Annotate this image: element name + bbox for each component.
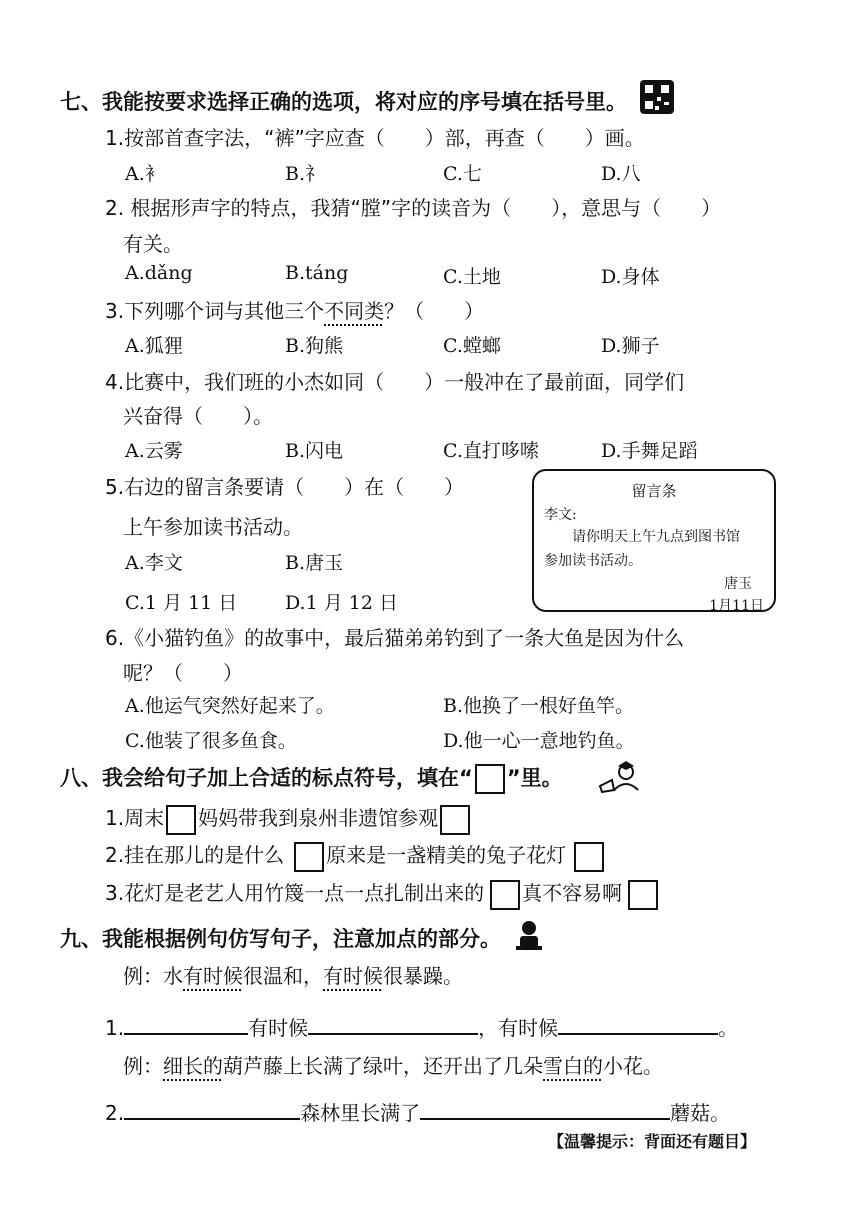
q2-option-c: C.土地 xyxy=(443,266,501,288)
girl-reading-icon xyxy=(596,760,642,794)
q5-option-d: D.1 月 12 日 xyxy=(285,592,398,614)
q4-line1: 4.比赛中，我们班的小杰如同（ ）一般冲在了最前面，同学们 xyxy=(105,370,685,394)
q6-option-d: D.他一心一意地钓鱼。 xyxy=(443,730,635,752)
answer-1-blank-3[interactable] xyxy=(558,1013,718,1035)
q6-option-a: A.他运气突然好起来了。 xyxy=(125,695,335,717)
section-7-title: 七、我能按要求选择正确的选项，将对应的序号填在括号里。 xyxy=(60,90,627,114)
q3-option-d: D.狮子 xyxy=(601,335,660,357)
q4-option-a: A.云雾 xyxy=(125,440,183,462)
q4-option-c: C.直打哆嗦 xyxy=(443,440,539,462)
q2-option-b: B.táng xyxy=(285,262,349,284)
q3-text: 3.下列哪个词与其他三个不同类？（ ） xyxy=(105,299,485,323)
q2-option-d: D.身体 xyxy=(601,266,660,288)
sample-box xyxy=(475,764,505,794)
answer-1-blank-1[interactable] xyxy=(124,1013,248,1035)
q1-option-d: D.八 xyxy=(601,163,641,185)
answer-2-blank-1[interactable] xyxy=(124,1098,300,1120)
example-2: 例：细长的葫芦藤上长满了绿叶，还开出了几朵雪白的小花。 xyxy=(123,1054,663,1078)
q5-option-a: A.李文 xyxy=(125,552,183,574)
example-2-dotted-1: 细长的 xyxy=(163,1054,223,1078)
q6-option-b: B.他换了一根好鱼竿。 xyxy=(443,695,635,717)
answer-2-blank-2[interactable] xyxy=(420,1098,670,1120)
note-title: 留言条 xyxy=(631,482,677,500)
example-1: 例：水有时候很温和，有时候很暴躁。 xyxy=(123,964,463,988)
q6-line2: 呢？（ ） xyxy=(123,661,243,685)
q6-line1: 6.《小猫钓鱼》的故事中，最后猫弟弟钓到了一条大鱼是因为什么 xyxy=(105,626,685,650)
q5-option-c: C.1 月 11 日 xyxy=(125,592,238,614)
girl-studying-icon xyxy=(514,918,544,952)
q3-option-a: A.狐狸 xyxy=(125,335,183,357)
qr-code-icon xyxy=(640,80,674,114)
q4-line2: 兴奋得（ ）。 xyxy=(123,404,273,428)
punct-box-3b[interactable] xyxy=(628,880,658,910)
q2-line2: 有关。 xyxy=(123,232,183,256)
q1-option-b: B.礻 xyxy=(285,163,325,185)
answer-1-blank-2[interactable] xyxy=(308,1013,478,1035)
q2-option-a: A.dǎng xyxy=(125,262,193,284)
q2-line1: 2. 根据形声字的特点，我猜“膛”字的读音为（ ），意思与（ ） xyxy=(105,196,722,220)
punct-sentence-3: 3.花灯是老艺人用竹篾一点一点扎制出来的 真不容易啊 xyxy=(105,877,660,910)
footer-tip: 【温馨提示：背面还有题目】 xyxy=(548,1132,757,1151)
answer-1: 1. 有时候 ，有时候 。 xyxy=(105,1012,738,1041)
note-body-line2: 参加读书活动。 xyxy=(544,553,642,569)
punct-box-2a[interactable] xyxy=(294,842,324,872)
punct-sentence-2: 2.挂在那儿的是什么 原来是一盏精美的兔子花灯 xyxy=(105,839,606,872)
message-note xyxy=(532,469,776,612)
example-1-dotted-1: 有时候 xyxy=(183,964,243,988)
q4-option-d: D.手舞足蹈 xyxy=(601,440,698,462)
q3-option-c: C.螳螂 xyxy=(443,335,501,357)
punct-sentence-1: 1.周末 妈妈带我到泉州非遗馆参观 xyxy=(105,802,472,835)
note-signature: 唐玉 xyxy=(724,576,752,592)
example-2-dotted-2: 雪白的 xyxy=(543,1054,603,1078)
answer-2: 2. 森林里长满了 蘑菇。 xyxy=(105,1097,730,1126)
punct-box-1a[interactable] xyxy=(166,805,196,835)
q5-line1: 5.右边的留言条要请（ ）在（ ） xyxy=(105,475,465,499)
section-9-title: 九、我能根据例句仿写句子，注意加点的部分。 xyxy=(60,927,501,951)
punct-box-1b[interactable] xyxy=(440,805,470,835)
q4-option-b: B.闪电 xyxy=(285,440,344,462)
q6-option-c: C.他装了很多鱼食。 xyxy=(125,730,297,752)
q3-option-b: B.狗熊 xyxy=(285,335,344,357)
punct-box-3a[interactable] xyxy=(490,880,520,910)
note-recipient: 李文: xyxy=(544,507,577,523)
note-date: 1月11日 xyxy=(709,598,764,614)
q1-option-a: A.衤 xyxy=(125,163,164,185)
example-1-dotted-2: 有时候 xyxy=(323,964,383,988)
q3-dotted-word: 不同类 xyxy=(324,299,385,323)
q1-text: 1.按部首查字法，“裤”字应查（ ）部，再查（ ）画。 xyxy=(105,126,645,150)
section-8-title: 八、我会给句子加上合适的标点符号，填在“ ”里。 xyxy=(60,762,563,794)
note-body-line1: 请你明天上午九点到图书馆 xyxy=(572,529,740,545)
q5-line2: 上午参加读书活动。 xyxy=(123,515,303,539)
punct-box-2b[interactable] xyxy=(574,842,604,872)
q5-option-b: B.唐玉 xyxy=(285,552,344,574)
q1-option-c: C.七 xyxy=(443,163,482,185)
